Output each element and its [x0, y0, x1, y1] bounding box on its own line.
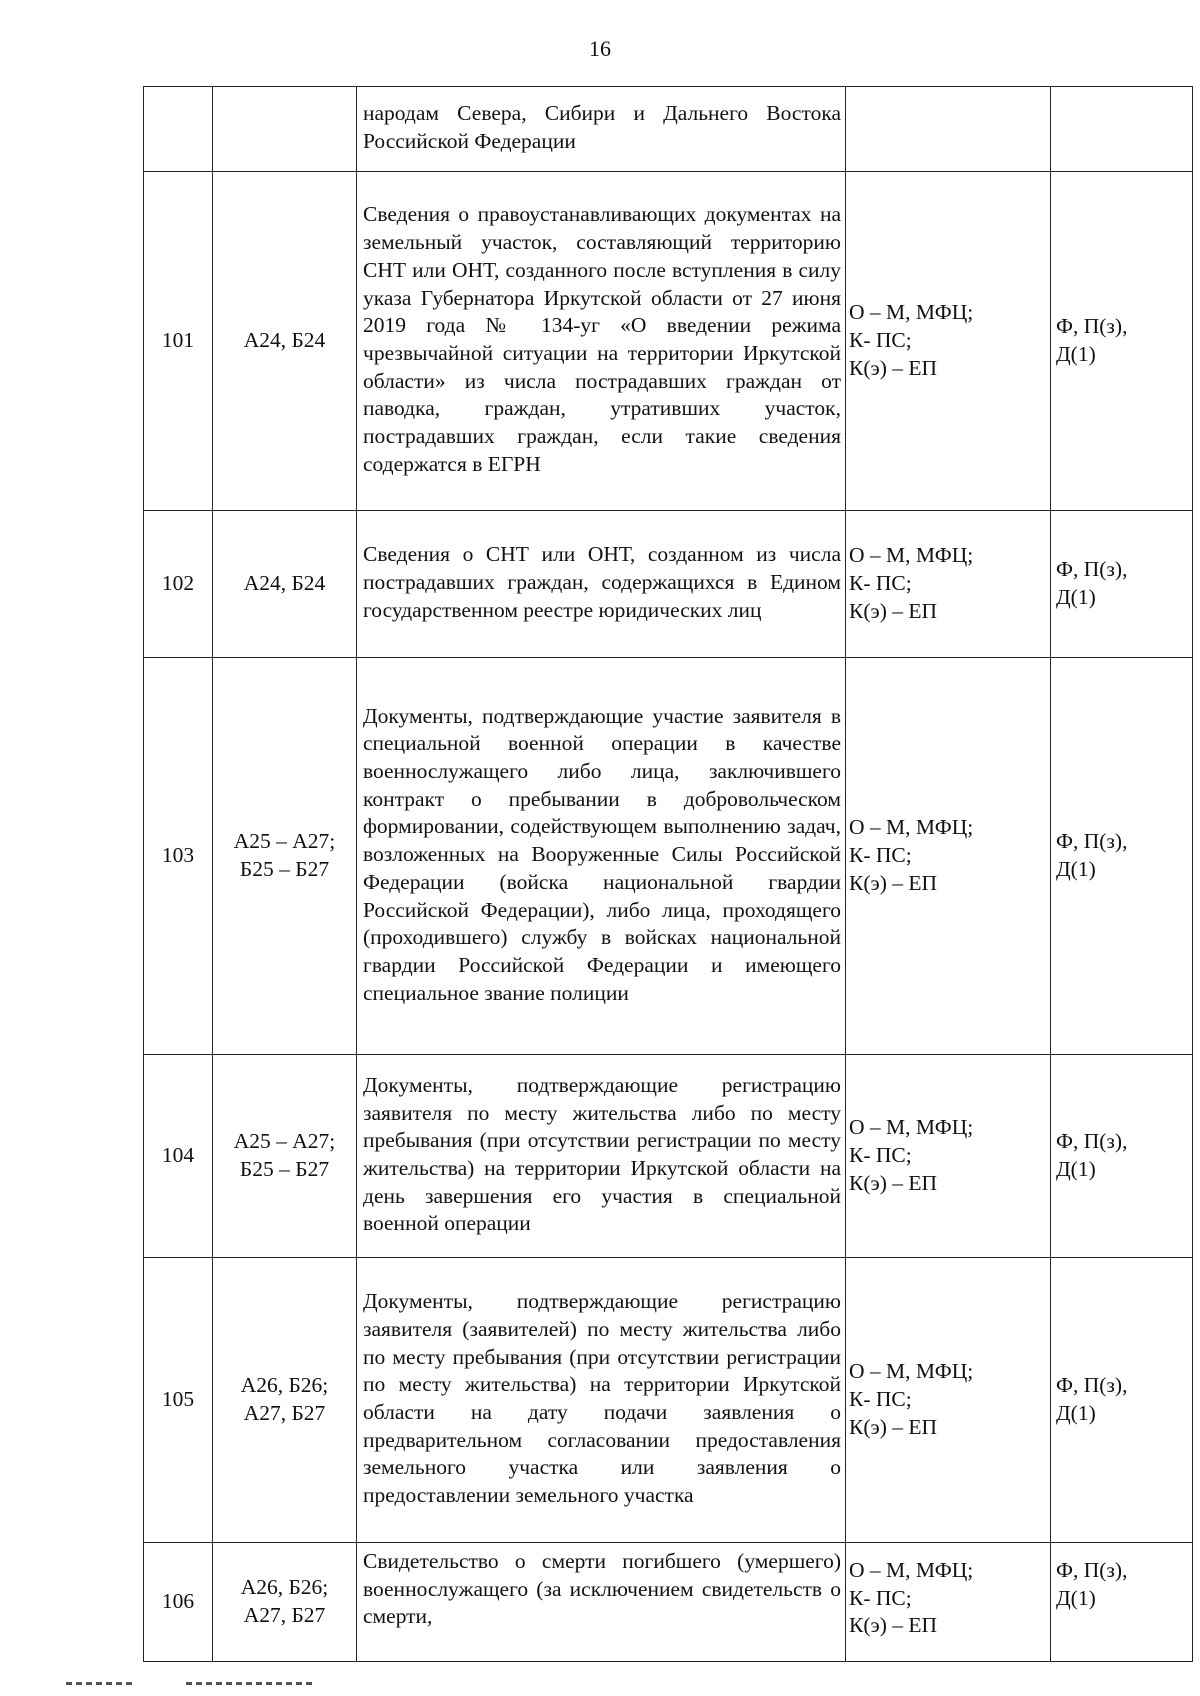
row-code-line: А24, Б24 — [243, 328, 326, 353]
row-code-line: А26, Б26; — [240, 1575, 329, 1600]
scan-edge-marks — [66, 1682, 326, 1688]
row-method-cell — [846, 1258, 1051, 1543]
row-form-line: Ф, П(з), — [1056, 314, 1128, 339]
row-code-line: А26, Б26; — [240, 1373, 329, 1398]
row-form-line: Д(1) — [1056, 857, 1096, 881]
row-method-cell — [846, 172, 1051, 511]
row-number-cell — [144, 87, 213, 172]
row-method-cell — [846, 511, 1051, 658]
row-form-cell — [1051, 1258, 1193, 1543]
table-row — [144, 1258, 1193, 1543]
row-form-cell — [1051, 172, 1193, 511]
row-form-line: Д(1) — [1056, 1585, 1096, 1610]
row-number-cell: 105 — [144, 1258, 213, 1543]
table-row — [144, 87, 1193, 172]
row-form-cell — [1051, 87, 1193, 172]
row-code-cell — [213, 1055, 357, 1258]
row-code-cell — [213, 172, 357, 511]
row-form-line: Ф, П(з), — [1056, 829, 1128, 854]
row-method-line: К- ПС; — [849, 843, 912, 868]
row-description-cell: Свидетельство о смерти погибшего (умершего) военнослужащего (за исключением свидетельств о смерти, — [357, 1543, 846, 1662]
row-code-line: А27, Б27 — [243, 1401, 326, 1425]
scan-mark — [66, 1682, 136, 1685]
row-code-cell — [213, 511, 357, 658]
row-method-line: К(э) – ЕП — [849, 1613, 938, 1638]
row-code-line: А24, Б24 — [243, 571, 326, 596]
row-method-line: К(э) – ЕП — [849, 355, 938, 380]
row-number-cell: 102 — [144, 511, 213, 658]
row-method-line: К(э) – ЕП — [849, 870, 938, 895]
row-code-cell — [213, 1543, 357, 1662]
row-method-line: К- ПС; — [849, 1143, 912, 1168]
document-table — [143, 86, 1193, 1662]
row-description-cell: Сведения о СНТ или ОНТ, созданном из числа пострадавших граждан, содержащихся в Едином государственном реестре юридических лиц — [357, 511, 846, 658]
row-method-line: О – М, МФЦ; — [849, 543, 974, 568]
row-code-line: Б25 – Б27 — [239, 857, 330, 881]
row-method-line: К- ПС; — [849, 571, 912, 596]
row-form-line: Ф, П(з), — [1056, 1373, 1128, 1398]
row-form-line: Ф, П(з), — [1056, 557, 1128, 582]
table-row — [144, 172, 1193, 511]
row-code-line: А27, Б27 — [243, 1603, 326, 1627]
row-method-line: О – М, МФЦ; — [849, 1115, 974, 1140]
row-method-line: К- ПС; — [849, 1387, 912, 1412]
row-method-line: О – М, МФЦ; — [849, 1359, 974, 1384]
table-row — [144, 511, 1193, 658]
row-method-line: О – М, МФЦ; — [849, 300, 974, 325]
row-form-line: Д(1) — [1056, 585, 1096, 609]
row-description-cell: Документы, подтверждающие регистрацию заявителя (заявителей) по месту жительства либо по месту пребывания (при отсутствии регистрации по месту жительства) на территории Иркутской области на дату подачи заявления о предварительном согласовании предоставления земельного участка или заявления о предоставлении земельного участка — [357, 1258, 846, 1543]
row-method-line: К- ПС; — [849, 1585, 912, 1610]
row-form-line: Д(1) — [1056, 342, 1096, 366]
row-method-cell — [846, 1055, 1051, 1258]
row-code-line: А25 – А27; — [233, 1129, 336, 1154]
row-method-cell — [846, 87, 1051, 172]
row-code-cell — [213, 1258, 357, 1543]
table-row — [144, 1055, 1193, 1258]
row-number-cell: 103 — [144, 658, 213, 1055]
row-form-line: Д(1) — [1056, 1157, 1096, 1181]
row-form-cell — [1051, 658, 1193, 1055]
row-code-line: Б25 – Б27 — [239, 1157, 330, 1181]
row-method-cell — [846, 658, 1051, 1055]
row-number-cell: 106 — [144, 1543, 213, 1662]
row-method-line: К(э) – ЕП — [849, 1170, 938, 1195]
row-description-cell: Документы, подтверждающие участие заявителя в специальной военной операции в качестве военнослужащего либо лица, заключившего контракт о пребывании в добровольческом формировании, содействующем выполнению задач, возложенных на Вооруженные Силы Российской Федерации (войска национальной гвардии Российской Федерации), либо лица, проходящего (проходившего) службу в войсках национальной гвардии Российской Федерации и имеющего специальное звание полиции — [357, 658, 846, 1055]
row-code-line: А25 – А27; — [233, 829, 336, 854]
row-method-line: О – М, МФЦ; — [849, 815, 974, 840]
row-description-cell: Сведения о правоустанавливающих документах на земельный участок, составляющий территорию СНТ или ОНТ, созданного после вступления в силу указа Губернатора Иркутской области от 27 июня 2019 года № 134-уг «О введении режима чрезвычайной ситуации на территории Иркутской области» из числа пострадавших граждан от паводка, граждан, утративших участок, пострадавших граждан, если такие сведения содержатся в ЕГРН — [357, 172, 846, 511]
table-row — [144, 1543, 1193, 1662]
row-description-cell: народам Севера, Сибири и Дальнего Востока Российской Федерации — [357, 87, 846, 172]
row-description-cell: Документы, подтверждающие регистрацию заявителя по месту жительства либо по месту пребывания (при отсутствии регистрации по месту жительства) на территории Иркутской области на день завершения его участия в специальной военной операции — [357, 1055, 846, 1258]
row-number-cell: 104 — [144, 1055, 213, 1258]
table-row — [144, 658, 1193, 1055]
row-form-line: Д(1) — [1056, 1401, 1096, 1425]
row-method-line: О – М, МФЦ; — [849, 1558, 974, 1582]
row-form-cell — [1051, 511, 1193, 658]
row-code-cell — [213, 87, 357, 172]
scan-mark — [186, 1682, 316, 1685]
row-method-line: К- ПС; — [849, 328, 912, 353]
row-form-cell — [1051, 1055, 1193, 1258]
row-method-cell — [846, 1543, 1051, 1662]
page-number: 16 — [589, 36, 611, 61]
row-form-line: Ф, П(з), — [1056, 1129, 1128, 1154]
row-form-cell — [1051, 1543, 1193, 1662]
row-number-cell: 101 — [144, 172, 213, 511]
row-method-line: К(э) – ЕП — [849, 1414, 938, 1439]
row-form-line: Ф, П(з), — [1056, 1558, 1128, 1582]
row-code-cell — [213, 658, 357, 1055]
row-method-line: К(э) – ЕП — [849, 598, 938, 623]
